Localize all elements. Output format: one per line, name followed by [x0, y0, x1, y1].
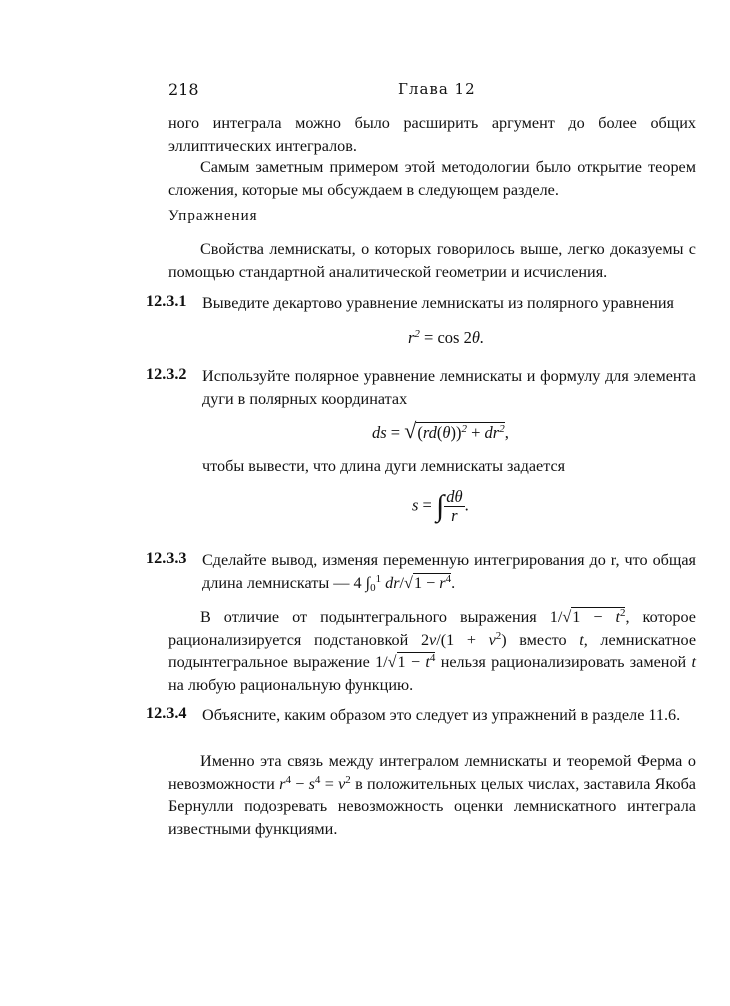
intro-paragraph-1: ного интеграла можно было расширить аргумент до более общих эллиптических интегралов.	[168, 114, 696, 155]
text-run: вместо	[519, 630, 567, 649]
exercise-text: Выведите декартово уравнение лемнискаты из полярного уравнения	[202, 294, 674, 312]
exercise-text: Объясните, каким образом это следует из упражнений в разделе 11.6.	[202, 706, 681, 724]
text-run: в положительных целых числах, заставила Якоба Бернулли подозревать невозможность оценки лемнискатного интеграла известными функциями.	[168, 774, 696, 838]
text-run: В отличие от подынтегрального выражения	[200, 608, 537, 626]
exercise-number: 12.3.4	[146, 704, 187, 722]
text-run: Именно эта связь между интегралом лемнискаты и теоремой Ферма о невозможности	[168, 752, 696, 793]
formula-arc-length: s = ∫ $\frac{d\theta}{r}$ .	[412, 487, 469, 525]
exercise-number: 12.3.3	[146, 549, 187, 567]
formula-integrand-1: $1/√1 - t^2$	[549, 607, 626, 626]
exercise-number: 12.3.2	[146, 365, 187, 383]
page-number: 218	[168, 80, 199, 99]
middle-paragraph	[168, 606, 696, 696]
formula-fermat: $r^4 - s^4 = v^2$	[279, 773, 351, 793]
section-intro: Свойства лемнискаты, о которых говорилось выше, легко доказуемы с помощью стандартной аналитической геометрии и исчисления.	[168, 240, 696, 281]
variable-t: t	[579, 630, 584, 649]
formula-integrand-2: $1/√1 - t^4$	[375, 652, 436, 671]
section-title: Упражнения	[168, 208, 258, 224]
exercise-text: Используйте полярное уравнение лемнискаты и формулу для элемента дуги в полярных координатах	[202, 367, 696, 408]
exercise-number: 12.3.1	[146, 292, 187, 310]
chapter-header: Глава 12	[398, 80, 476, 98]
formula-arc-element: ds = $√(rd(\theta))^2 + dr^2$,	[372, 418, 509, 443]
exercise-followup-text: чтобы вывести, что длина дуги лемнискаты задается	[202, 457, 566, 475]
final-paragraph	[168, 750, 696, 840]
formula-substitution: $2v/(1 + v^2)$	[420, 629, 507, 649]
intro-paragraph-2: Самым заметным примером этой методологии было открытие теорем сложения, которые мы обсуждаем в следующем разделе.	[168, 158, 696, 199]
text-run: , которое рационализируется подстановкой	[168, 608, 696, 649]
text-run: , лемнискатное подынтегральное выражение	[168, 630, 697, 671]
exercise-text-part: Сделайте вывод, изменяя переменную интегрирования до r, что общая длина лемнискаты —	[202, 551, 696, 592]
variable-t: t	[691, 653, 697, 671]
formula-polar-equation: $r^2 = \cos 2\theta$.	[408, 328, 485, 347]
exercise-text	[202, 549, 696, 594]
formula-total-length: 4 $\int_0^1$ $dr/√1 - r^4$.	[353, 572, 456, 594]
text-run: нельзя рационализировать заменой	[440, 653, 687, 671]
text-run: на любую рациональную функцию.	[168, 675, 414, 694]
